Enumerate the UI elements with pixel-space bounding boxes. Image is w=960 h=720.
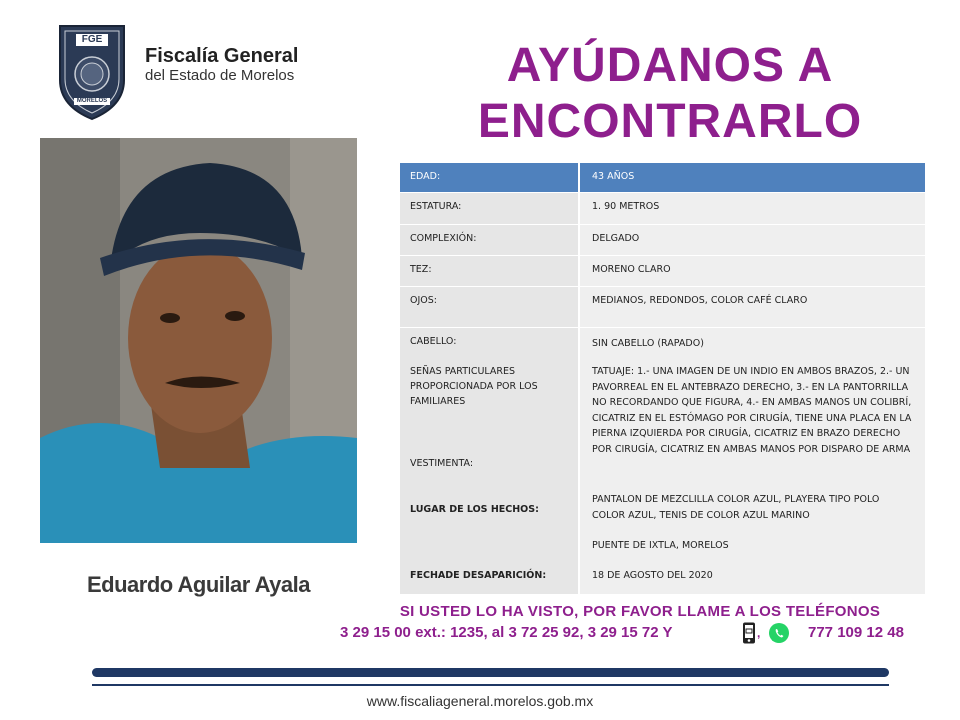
details-labels [400,328,580,594]
table-row-complexion [400,225,925,256]
info-table [400,163,925,595]
footer-bar-thin [92,684,889,686]
ojos-label: OJOS: [400,287,580,327]
lugar-label: LUGAR DE LOS HECHOS: [410,504,539,515]
details-values [580,328,925,594]
fecha-value: 18 DE AGOSTO DEL 2020 [592,570,713,581]
cta-line-1: SI USTED LO HA VISTO, POR FAVOR LLAME A LOS TELÉFONOS [399,603,881,620]
logo-text: FGE [81,34,103,45]
tez-value: MORENO CLARO [580,256,925,286]
complexion-label: COMPLEXIÓN: [400,225,580,255]
table-row-details [400,328,925,595]
mobile-phone-icon [742,622,756,644]
estatura-label: ESTATURA: [400,193,580,224]
ojos-value: MEDIANOS, REDONDOS, COLOR CAFÉ CLARO [580,287,925,327]
cabello-label: CABELLO: [410,336,457,347]
person-name: Eduardo Aguilar Ayala [87,572,310,597]
org-subtitle: del Estado de Morelos [145,67,295,84]
senas-value: TATUAJE: 1.- UNA IMAGEN DE UN INDIO EN AMBOS BRAZOS, 2.- UN PAVORREAL EN EL ANTEBRAZO DERECHO, 3.- EN LA PANTORRILLA NO RECORDANDO QUE FIGURA, 4.- EN AMBAS MANOS UN COLIBRÍ, CICATRIZ EN EL ESTÓMAGO POR CIRUGÍA, TIENE UNA PLACA EN LA PIERNA IZQUIERDA POR CIRUGÍA, CICATRIZ EN BRAZO DERECHO POR CIRUGÍA, CICATRIZ EN AMBAS MANOS POR DISPARO DE ARMA [592,366,912,455]
footer-url[interactable]: www.fiscaliageneral.morelos.gob.mx [366,693,594,709]
cabello-value: SIN CABELLO (RAPADO) [592,338,704,349]
table-row-tez [400,256,925,287]
whatsapp-icon [768,622,790,644]
org-name: Fiscalía General [145,45,299,67]
table-row-ojos [400,287,925,328]
vestimenta-value: PANTALON DE MEZCLILLA COLOR AZUL, PLAYERA TIPO POLO COLOR AZUL, TENIS DE COLOR AZUL MARINO [592,494,880,521]
icon-separator: , [757,626,761,640]
footer-bar-thick [92,668,889,677]
cta-phone-numbers: 3 29 15 00 ext.: 1235, al 3 72 25 92, 3 29 15 72 Y [340,624,673,641]
headline-line-1: AYÚDANOS A [506,39,834,92]
senas-label: SEÑAS PARTICULARES PROPORCIONADA POR LOS FAMILIARES [410,366,538,407]
person-photo [40,138,357,543]
vestimenta-label: VESTIMENTA: [410,458,474,469]
logo-bottom-text: MORELOS [76,98,108,104]
lugar-value: PUENTE DE IXTLA, MORELOS [592,540,729,551]
complexion-value: DELGADO [580,225,925,255]
fecha-label: FECHADE DESAPARICIÓN: [410,570,547,581]
whatsapp-number: 777 109 12 48 [808,624,904,641]
headline [400,38,940,150]
edad-value: 43 AÑOS [580,163,925,192]
edad-label: EDAD: [400,163,580,192]
tez-label: TEZ: [400,256,580,286]
table-row-estatura [400,193,925,225]
headline-line-2: ENCONTRARLO [477,95,863,148]
table-row-edad [400,163,925,193]
estatura-value: 1. 90 METROS [580,193,925,224]
